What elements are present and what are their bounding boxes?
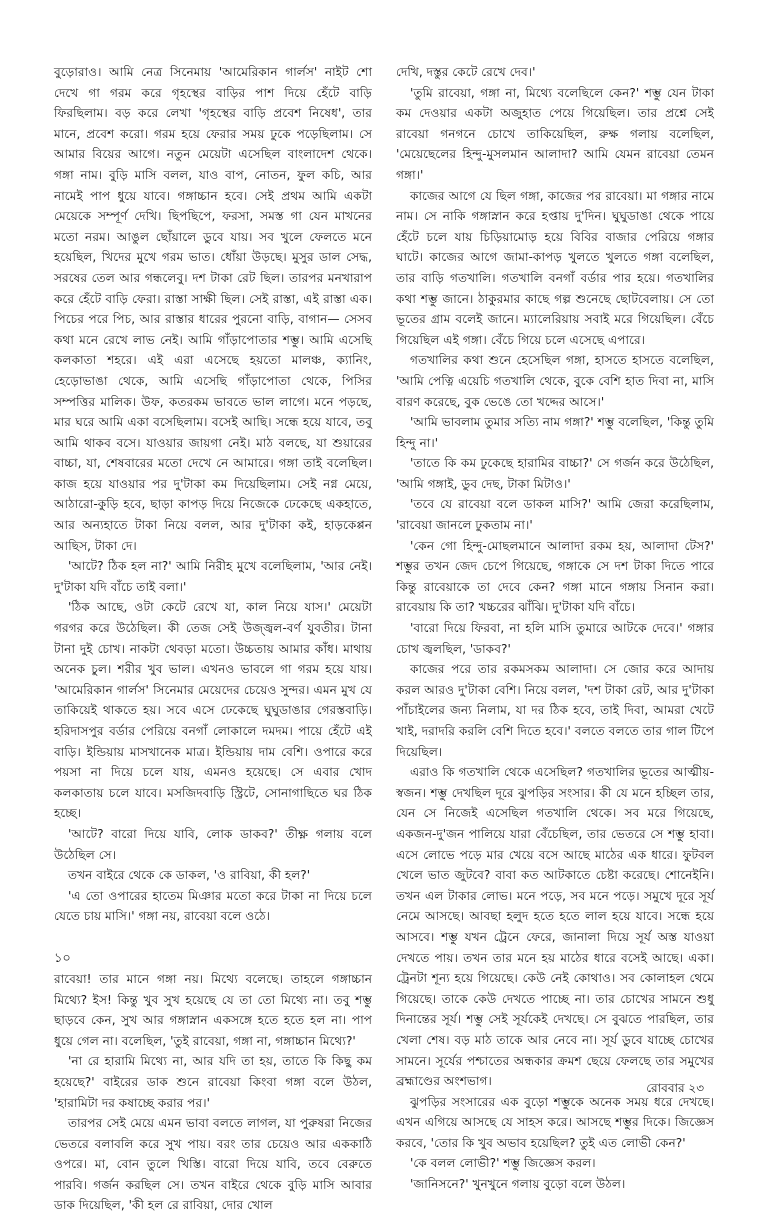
paragraph: তখন বাইরে থেকে কে ডাকল, 'ও রাবিয়া, কী হল?' — [68, 868, 311, 883]
paragraph: 'আটে? বারো দিয়ে যাবি, লোক ডাকব?' তীক্ষ্ণ গলায় বলে উঠেছিল সে। — [54, 826, 372, 862]
paragraph: কাজের আগে যে ছিল গঙ্গা, কাজের পর রাবেয়া। মা গঙ্গার নামে নাম। সে নাকি গঙ্গাস্নান করে হপ্তায় দু'দিন। ঘুঘুডাঙা থেকে পায়ে হেঁটে চলে যায় চিড়িয়ামোড় হয়ে বিবির বাজার পেরিয়ে গঙ্গার ঘাটে। কাজের আগে জামা-কাপড় খুলতে খুলতে গঙ্গা বলেছিল, তার বাড়ি গতখালি। গতখালি বনগাঁ বর্ডার পার হয়ে। গতখালির কথা শম্ভু জানে। ঠাকুরমার কাছে গল্প শুনেছে ছোটবেলায়। সে তো ভূতের গ্রাম বলেই জানে। ম্যালেরিয়ায় সবাই মরে গিয়েছিল। বেঁচে গিয়েছিল এই গঙ্গা। বেঁচে গিয়ে চলে এসেছে এপারে। — [396, 188, 714, 347]
paragraph: 'বারো দিয়ে ফিরবা, না হলি মাসি তুমারে আটকে দেবে।' গঙ্গার চোখ জ্বলছিল, 'ডাকব?' — [396, 621, 714, 656]
paragraph: ঝুপড়ির সংসারের এক বুড়ো শম্ভুকে অনেক সময় ধরে দেখছে। এখন এগিয়ে আসছে যে সাহস করে। আসছে শম্ভুর দিকে। জিজ্ঞেস করবে, 'তোর কি খুব অভাব হয়েছিল? তুই এত লোভী কেন?' — [396, 1094, 714, 1150]
paragraph: 'কে বলল লোভী?' শম্ভু জিজ্ঞেস করল। — [410, 1156, 596, 1171]
paragraph: দেখি, দস্তুর কেটে রেখে দেব।' — [396, 65, 536, 79]
paragraph: 'আটে? ঠিক হল না?' আমি নিরীহ মুখে বলেছিলাম, 'আর নেই। দু'টাকা যদি বাঁচে তাই বলা।' — [54, 559, 372, 594]
paragraph: বুড়োরাও। আমি নেত্র সিনেমায় 'আমেরিকান গার্লস' নাইট শো দেখে গা গরম করে গৃহস্থের বাড়ির পাশ দিয়ে হেঁটে বাড়ি ফিরছিলাম। বড় করে লেখা 'গৃহস্থের বাড়ি প্রবেশ নিষেধ', তার মানে, প্রবেশ করো। গরম হয়ে ফেরার সময় ঢুকে পড়েছিলাম। সে আমার বিয়ের আগে। নতুন মেয়েটা এসেছিল বাংলাদেশ থেকে। গঙ্গা নাম। বুড়ি মাসি বলল, যাও বাপ, নোতন, ফুল কচি, আর নামেই পাপ ধুয়ে যাবে। গঙ্গাচ্চান হবে। সেই প্রথম আমি একটা মেয়েকে সম্পূর্ণ দেখি। ছিপছিপে, ফরসা, সমস্ত গা যেন মাখনের মতো নরম। আঙুল ছোঁয়ালে ডুবে যায়। সব খুলে ফেলতে মনে হয়েছিল, খিদের মুখে গরম ভাত। ধোঁয়া উড়ছে। মুসুর ডাল সেদ্ধ, সরষের তেল আর গন্ধলেবু। দশ টাকা রেট ছিল। তারপর মনখারাপ করে হেঁটে বাড়ি ফেরা। রাস্তা সাক্ষী ছিল। সেই রাস্তা, এই রাস্তা এক। পিচের পরে পিচ, আর রাস্তার ধারের পুরনো বাড়ি, বাগান— সেসব কথা মনে রেখে লাভ নেই। আমি গাঁড়াপোতার শম্ভু। আমি এসেছি কলকাতা শহরে। এই এরা এসেছে হয়তো মালঞ্চ, ক্যানিং, হেড়োভাঙা থেকে, আমি এসেছি গাঁড়াপোতা থেকে, পিসির সম্পত্তির মালিক। উফ, কতরকম ভাবতে ভাল লাগে। মনে পড়ছে, মার ঘরে আমি একা বসেছিলাম। বসেই আছি। সন্ধে হয়ে যাবে, তবু আমি থাকব বসে। যাওয়ার জায়গা নেই। মাঠ বলছে, যা শুয়ারের বাচ্চা, যা, শেষবারের মতো দেখে নে আমারে। গঙ্গা তাই বলেছিল। কাজ হয়ে যাওয়ার পর দু'টাকা কম দিয়েছিলাম। সেই নগ্ন মেয়ে, আঠারো-কুড়ি হবে, ছাড়া কাপড় দিয়ে নিজেকে ঢেকেছে একহাতে, আর অন্যহাতে টাকা নিয়ে বলল, আর দু'টাকা কই, হাড়কেপ্পন আছিস, টাকা দে। — [54, 65, 372, 553]
paragraph: 'তাতে কি কম ঢুকেছে হারামির বাচ্চা?' সে গর্জন করে উঠেছিল, 'আমি গঙ্গাই, ডুব দেছ, টাকা মিটাও।' — [396, 456, 714, 491]
left-column — [54, 62, 372, 1213]
paragraph: 'এ তো ওপারের হাতেম মিঞার মতো করে টাকা না দিয়ে চলে যেতে চায় মাসি।' গঙ্গা নয়, রাবেয়া বলে ওঠে। — [54, 888, 372, 924]
paragraph: 'কেন গো হিন্দু-মোছলমানে আলাদা রকম হয়, আলাদা টেস?' শম্ভুর তখন জেদ চেপে গিয়েছে, গঙ্গাকে সে দশ টাকা দিতে পারে কিন্তু রাবেয়াকে তা দেবে কেন? গঙ্গা মানে গঙ্গায় সিনান করা। রাবেয়ায় কি তা? খচ্চরের ঝাঁঝি। দু'টাকা যদি বাঁচে। — [396, 538, 714, 615]
paragraph: গতখালির কথা শুনে হেসেছিল গঙ্গা, হাসতে হাসতে বলেছিল, 'আমি পেত্নি এয়েচি গতখালি থেকে, বুকে বেশি হাত দিবা না, মাসি বারণ করেছে, বুক ভেঙে তো খদ্দের আসে।' — [396, 353, 714, 409]
paragraph: 'না রে হারামি মিথ্যে না, আর যদি তা হয়, তাতে কি কিছু কম হয়েছে?' বাইরের ডাক শুনে রাবেয়া কিংবা গঙ্গা বলে উঠল, 'হারামিটা দর কষাচ্ছে করার পর।' — [54, 1054, 372, 1110]
paragraph: কাজের পরে তার রকমসকম আলাদা। সে জোর করে আদায় করল আরও দু'টাকা বেশি। নিয়ে বলল, 'দশ টাকা রেট, আর দু'টাকা পাঁচাইলের জন্য নিলাম, যা দর ঠিক হবে, তাই দিবা, আমরা খেটে খাই, দরাদরি করলি বেশি দিতে হবে।' বলতে বলতে তার গাল টিপে দিয়েছিল। — [396, 662, 714, 759]
article-page — [54, 62, 714, 1213]
chapter-number: ১০ — [54, 950, 71, 966]
paragraph: 'জানিসনে?' খুনখুনে গলায় বুড়ো বলে উঠল। — [410, 1177, 626, 1192]
paragraph: 'তবে যে রাবেয়া বলে ডাকল মাসি?' আমি জেরা করেছিলাম, 'রাবেয়া জানলে ঢুকতাম না।' — [396, 497, 714, 533]
paragraph: এরাও কি গতখালি থেকে এসেছিল? গতখালির ভূতের আত্মীয়-স্বজন। শম্ভু দেখছিল দূরে ঝুপড়ির সংসার। কী যে মনে হচ্ছিল তার, যেন সে নিজেই এসেছিল গতখালি থেকে। সব মরে গিয়েছে, একজন-দু'জন পালিয়ে যারা বেঁচেছিল, তার ভেতরে সে শম্ভু হাবা। এসে লোভে পড়ে মার খেয়ে বসে আছে মাঠের এক ধারে। ফুটবল খেলে ভাত জুটবে? বাবা কত আটকাতে চেষ্টা করেছে। শোনেইনি। তখন এল টাকার লোভ। মনে পড়ে, সব মনে পড়ে। সমুখে দূরে সূর্য নেমে আসছে। আবছা হলুদ হতে হতে লাল হয়ে যাবে। সন্ধে হয়ে আসবে। শম্ভু যখন ট্রেনে ফেরে, জানালা দিয়ে সূর্য অস্ত যাওয়া দেখতে পায়। তখন তার মনে হয় মাঠের ধারে বসেই আছে। একা। ট্রেনটা শূন্য হয়ে গিয়েছে। কেউ নেই কোথাও। সব কোলাহল থেমে গিয়েছে। তাকে কেউ দেখতে পাচ্ছে না। তার চোখের সামনে শুধু দিনান্তের সূর্য। শম্ভু সেই সূর্যকেই দেখছে। সে বুঝতে পারছিল, তার খেলা শেষ। বড় মাঠ তাকে আর নেবে না। সূর্য ডুবে যাচ্ছে চোখের সামনে। সূর্যের পশ্চাতের অন্ধকার ক্রমশ ছেয়ে ফেলছে তার সমুখের ব্রহ্মাণ্ডের অংশভাগ। — [396, 765, 714, 1089]
paragraph: 'ঠিক আছে, ওটা কেটে রেখে যা, কাল নিয়ে যাস।' মেয়েটা গরগর করে উঠেছিল। কী তেজ সেই উজ্জ্বল-বর্ণ যুবতীর। টানা টানা দুই চোখ। নাকটা থেবড়া মতো। উচ্চতায় আমার কাঁধ। মাথায় অনেক চুল। শরীর খুব ভাল। এখনও ভাবলে গা গরম হয়ে যায়। 'আমেরিকান গার্লস' সিনেমার মেয়েদের চেয়েও সুন্দর। এমন মুখ যে তাকিয়েই থাকতে হয়। সবে এসে ঢেকেছে ঘুঘুডাঙার গেরস্তবাড়ি। হরিদাসপুর বর্ডার পেরিয়ে বনগাঁ লোকালে দমদম। পায়ে হেঁটে এই বাড়ি। ইন্ডিয়ায় মাসখানেক মাত্র। ইন্ডিয়ায় দাম বেশি। ওপারে করে পয়সা না দিয়ে চলে যায়, এমনও হয়েছে। সে এবার খোদ কলকাতায় চলে যাবে। মসজিদবাড়ি স্ট্রিটে, সোনাগাছিতে ঘর ঠিক হচ্ছে। — [54, 600, 372, 821]
paragraph: 'আমি ভাবলাম তুমার সত্যি নাম গঙ্গা?' শম্ভু বলেছিল, 'কিন্তু তুমি হিন্দু না।' — [396, 415, 714, 450]
paragraph: 'তুমি রাবেয়া, গঙ্গা না, মিথ্যে বলেছিলে কেন?' শম্ভু যেন টাকা কম দেওয়ার একটা অজুহাত পেয়ে গিয়েছিল। তার প্রশ্নে সেই রাবেয়া গনগনে চোখে তাকিয়েছিল, রুক্ষ গলায় বলেছিল, 'মেয়েছেলের হিন্দু-মুসলমান আলাদা? আমি যেমন রাবেয়া তেমন গঙ্গা।' — [396, 85, 714, 182]
page-footer: রোববার ২৩ — [646, 1081, 704, 1095]
paragraph: তারপর সেই মেয়ে এমন ভাবা বলতে লাগল, যা পুরুষরা নিজের ভেতরে বলাবলি করে সুখ পায়। বরং তার চেয়েও আর এককাঠি ওপরে। মা, বোন তুলে খিস্তি। বারো দিয়ে যাবি, তবে বেরুতে পারবি। গর্জন করছিল সে। তখন বাইরে থেকে বুড়ি মাসি আবার ডাক দিয়েছিল, 'কী হল রে রাবিয়া, দোর খোল — [54, 1116, 372, 1213]
right-column — [396, 62, 714, 1192]
paragraph: রাবেয়া! তার মানে গঙ্গা নয়। মিথ্যে বলেছে। তাহলে গঙ্গাচ্চান মিথ্যে? ইস! কিন্তু খুব সুখ হয়েছে যে তা তো মিথ্যে না। তবু শম্ভু ছাড়বে কেন, সুখ আর গঙ্গাস্নান একসঙ্গে হতে হতে হল না। পাপ ধুয়ে গেল না। বলেছিল, 'তুই রাবেয়া, গঙ্গা না, গঙ্গাচ্চান মিথ্যে?' — [54, 971, 372, 1048]
